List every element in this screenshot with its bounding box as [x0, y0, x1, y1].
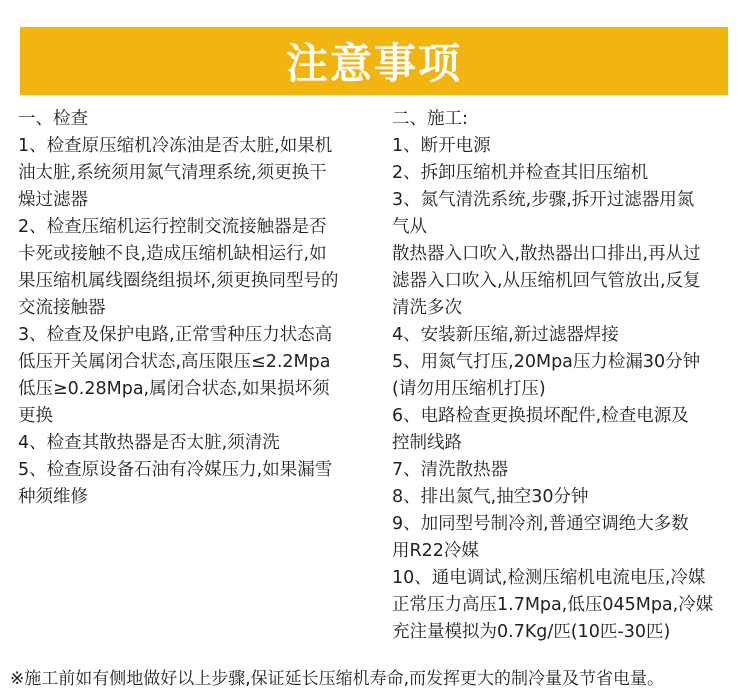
construction-line: 气从 [392, 217, 427, 237]
construction-heading: 二、施工: [392, 109, 468, 129]
construction-line: 4、安装新压缩,新过滤器焊接 [392, 325, 619, 345]
inspection-line: 交流接触器 [18, 298, 106, 318]
inspection-line: 种须维修 [18, 487, 88, 507]
inspection-line: 3、检查及保护电路,正常雪种压力状态高 [18, 325, 333, 345]
construction-line: 2、拆卸压缩机并检查其旧压缩机 [392, 163, 649, 183]
construction-line: (请勿用压缩机打压) [392, 379, 546, 399]
page-title: 注意事项 [285, 39, 462, 88]
inspection-line: 油太脏,系统须用氮气清理系统,须更换干 [18, 163, 327, 183]
inspection-line: 燥过滤器 [18, 190, 88, 210]
construction-line: 正常压力高压1.7Mpa,低压045Mpa,冷媒 [392, 595, 714, 615]
inspection-line: 低压开关属闭合状态,高压限压≤2.2Mpa [18, 352, 331, 372]
construction-line: 5、用氮气打压,20Mpa压力检漏30分钟 [392, 352, 701, 372]
construction-line: 用R22冷媒 [392, 541, 479, 561]
inspection-line: 4、检查其散热器是否太脏,须清洗 [18, 433, 280, 453]
inspection-line: 5、检查原设备石油有冷媒压力,如果漏雪 [18, 460, 333, 480]
inspection-line: 低压≥0.28Mpa,属闭合状态,如果损坏须 [18, 379, 330, 399]
construction-line: 清洗多次 [392, 298, 462, 318]
construction-line: 7、清洗散热器 [392, 460, 509, 480]
construction-section [392, 106, 737, 646]
construction-line: 控制线路 [392, 433, 462, 453]
inspection-heading: 一、检查 [18, 109, 88, 129]
construction-line: 8、排出氮气,抽空30分钟 [392, 487, 589, 507]
construction-line: 10、通电调试,检测压缩机电流电压,冷媒 [392, 568, 706, 588]
construction-line: 3、氮气清洗系统,步骤,拆开过滤器用氮 [392, 190, 695, 210]
construction-line: 滤器入口吹入,从压缩机回气管放出,反复 [392, 271, 701, 291]
construction-line: 9、加同型号制冷剂,普通空调绝大多数 [392, 514, 689, 534]
inspection-line: 更换 [18, 406, 53, 426]
inspection-line: 卡死或接触不良,造成压缩机缺相运行,如 [18, 244, 327, 264]
inspection-line: 2、检查压缩机运行控制交流接触器是否 [18, 217, 327, 237]
title-banner [20, 27, 728, 95]
construction-line: 1、断开电源 [392, 136, 491, 156]
inspection-line: 1、检查原压缩机冷冻油是否太脏,如果机 [18, 136, 333, 156]
construction-line: 充注量模拟为0.7Kg/匹(10匹-30匹) [392, 622, 671, 642]
construction-line: 6、电路检查更换损坏配件,检查电源及 [392, 406, 689, 426]
footer-note: ※施工前如有侧地做好以上步骤,保证延长压缩机寿命,而发挥更大的制冷量及节省电量。 [10, 669, 665, 689]
inspection-list [18, 133, 373, 511]
inspection-section [18, 106, 373, 511]
inspection-line: 果压缩机属线圈绕组损坏,须更换同型号的 [18, 271, 339, 291]
construction-line: 散热器入口吹入,散热器出口排出,再从过 [392, 244, 701, 264]
construction-list [392, 133, 737, 646]
